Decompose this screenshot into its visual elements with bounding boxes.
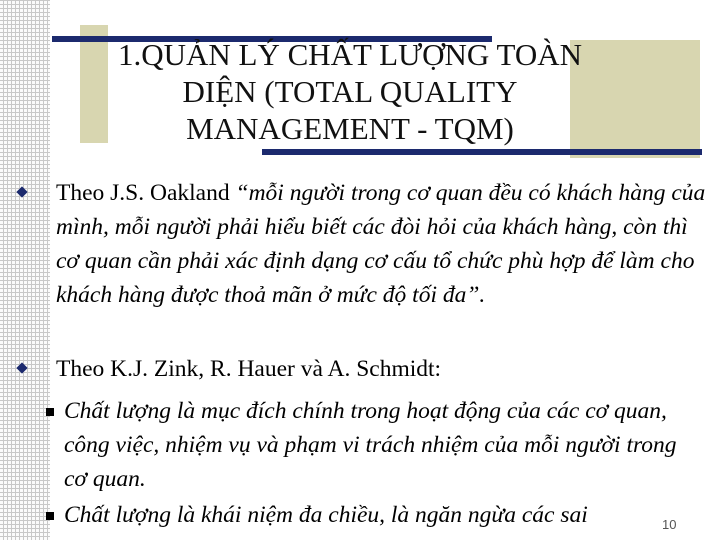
- bullet-zink: Theo K.J. Zink, R. Hauer và A. Schmidt:: [56, 356, 442, 382]
- title-decoration-bottom-bar: [262, 149, 702, 155]
- bullet-oakland-prefix: Theo J.S. Oakland: [56, 180, 236, 206]
- left-pattern-strip: [0, 0, 50, 540]
- bullet-oakland-quote: “mỗi người trong cơ quan đều có khách hàng của mình, mỗi người phải hiểu biết các đòi hỏi của khách hàng, còn thì cơ quan cần phải xác định dạng cơ cấu tổ chức phù hợp để làm cho khách hàng được thoả mãn ở mức độ tối đa”.: [56, 180, 706, 308]
- square-bullet-icon: [46, 512, 54, 520]
- bullet-oakland: [56, 176, 706, 312]
- slide-title: 1.QUẢN LÝ CHẤT LƯỢNG TOÀN DIỆN (TOTAL QUALITY MANAGEMENT - TQM): [117, 37, 583, 146]
- square-bullet-icon: [46, 408, 54, 416]
- sub-item-2: Chất lượng là khái niệm đa chiều, là ngăn ngừa các sai: [64, 502, 588, 528]
- slide-number: 10: [662, 517, 677, 532]
- sub-item-1: Chất lượng là mục đích chính trong hoạt động của các cơ quan, công việc, nhiệm vụ và phạm vi trách nhiệm của mỗi người trong cơ quan.: [64, 398, 677, 492]
